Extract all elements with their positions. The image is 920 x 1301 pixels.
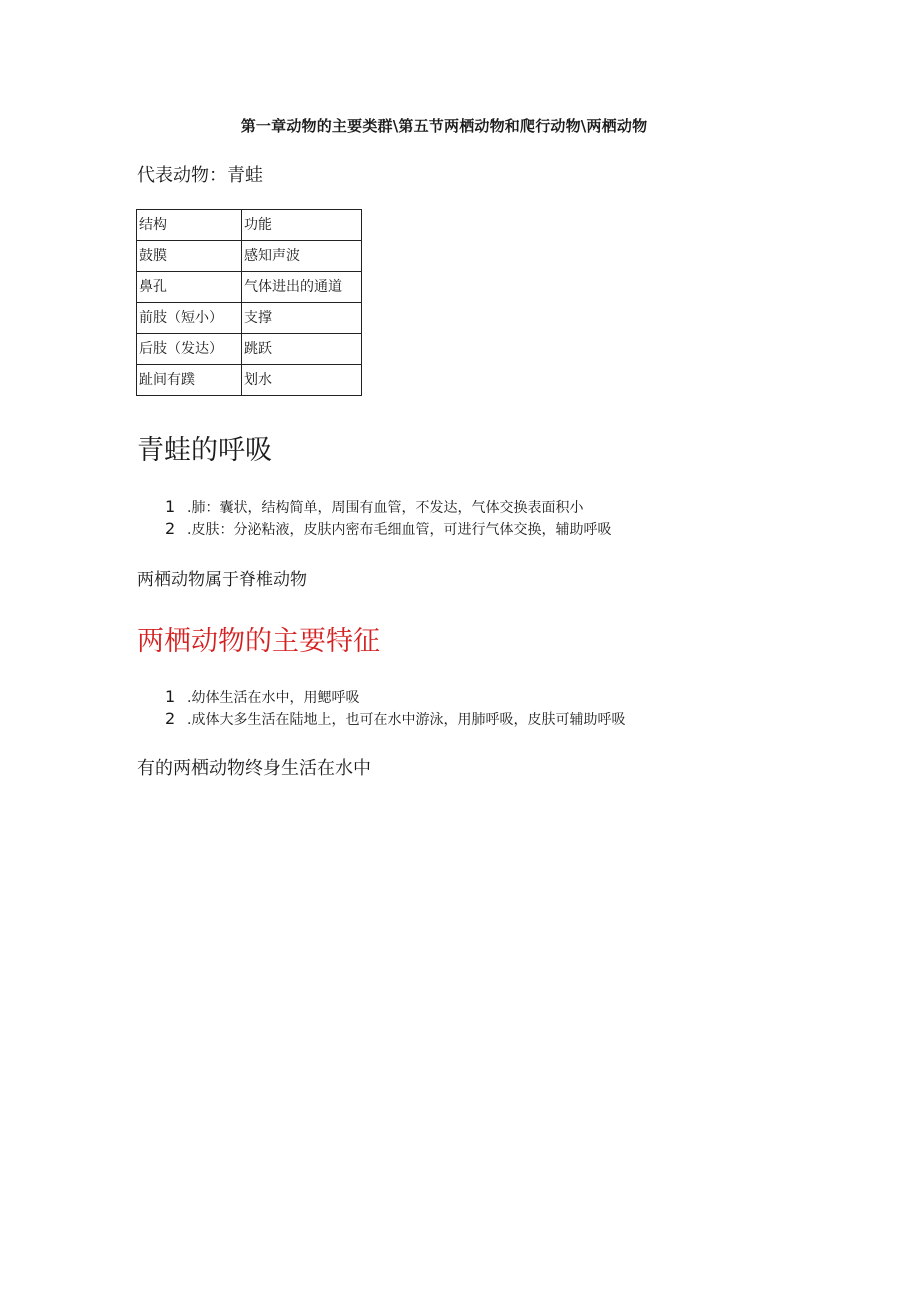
table-row [137, 241, 362, 272]
table-cell: 感知声波 [242, 241, 362, 272]
table-row [137, 272, 362, 303]
breathing-heading: 青蛙的呼吸 [137, 435, 272, 466]
features-heading: 两栖动物的主要特征 [137, 626, 380, 657]
structure-function-table [136, 209, 362, 396]
list-item-text: .成体大多生活在陆地上，也可在水中游泳，用肺呼吸，皮肤可辅助呼吸 [187, 712, 626, 728]
list-item [165, 496, 611, 518]
list-item-text: .肺：囊状，结构简单，周围有血管，不发达，气体交换表面积小 [187, 500, 584, 516]
table-cell: 气体进出的通道 [242, 272, 362, 303]
table-cell: 鼻孔 [137, 272, 242, 303]
table-cell: 后肢（发达） [137, 334, 242, 365]
table-cell: 趾间有蹼 [137, 365, 242, 396]
breathing-list [165, 496, 611, 540]
table-row [137, 334, 362, 365]
list-item-text: .皮肤：分泌粘液，皮肤内密布毛细血管，可进行气体交换，辅助呼吸 [187, 522, 612, 538]
features-list [165, 686, 625, 730]
table-row [137, 303, 362, 334]
breadcrumb: 第一章动物的主要类群\第五节两栖动物和爬行动物\两栖动物 [240, 117, 648, 135]
table-row [137, 365, 362, 396]
list-item-number: 1 [165, 497, 176, 516]
list-item-number: 2 [165, 519, 176, 538]
list-item-text: .幼体生活在水中，用鳃呼吸 [187, 690, 360, 706]
table-header-cell: 功能 [242, 210, 362, 241]
water-note: 有的两栖动物终身生活在水中 [137, 758, 371, 779]
table-header-row [137, 210, 362, 241]
list-item [165, 518, 611, 540]
representative-animal: 代表动物：青蛙 [137, 165, 263, 186]
list-item-number: 1 [165, 687, 176, 706]
table-cell: 跳跃 [242, 334, 362, 365]
table-cell: 鼓膜 [137, 241, 242, 272]
list-item [165, 686, 625, 708]
table-cell: 支撑 [242, 303, 362, 334]
table-cell: 前肢（短小） [137, 303, 242, 334]
table-header-cell: 结构 [137, 210, 242, 241]
list-item [165, 708, 625, 730]
list-item-number: 2 [165, 709, 176, 728]
table-cell: 划水 [242, 365, 362, 396]
vertebrate-note: 两栖动物属于脊椎动物 [137, 570, 307, 590]
